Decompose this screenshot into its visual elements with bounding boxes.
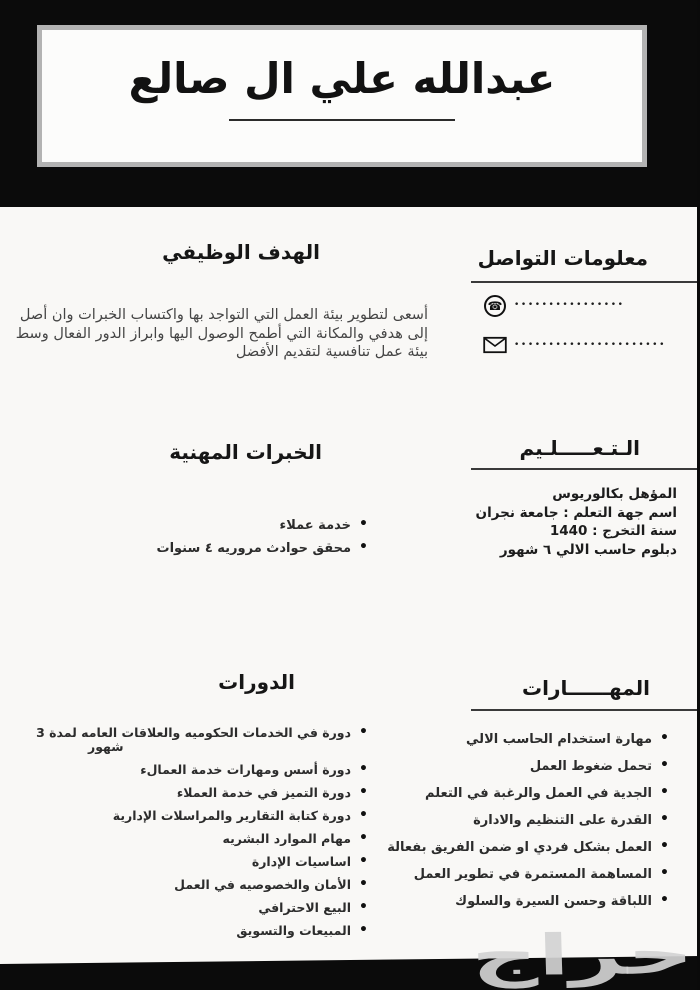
courses-list: [36, 725, 368, 947]
education-line: المؤهل بكالوريوس: [552, 486, 677, 502]
education-details: [476, 485, 677, 559]
experience-item: • خدمة عملاء: [78, 518, 368, 533]
skill-item: • المساهمة المستمرة في تطوير العمل: [409, 867, 669, 882]
skill-item: • اللباقة وحسن السيرة والسلوك: [409, 894, 669, 909]
skills-list: [387, 732, 669, 921]
email-masked: ••••••••••••••••••••••: [514, 340, 666, 350]
course-item-text: دورة التميز في خدمة العملاء: [176, 785, 351, 800]
skills-section-title: المهــــــارات: [522, 676, 650, 700]
education-line: دبلوم حاسب الالي ٦ شهور: [499, 541, 677, 558]
phone-number-masked: ••••••••••••••••: [514, 300, 625, 310]
objective-line: أسعى لتطوير بيئة العمل التي التواجد بها واكتساب الخبرات وان أصل: [19, 307, 428, 323]
course-item-text: اساسيات الإدارة: [251, 854, 351, 869]
course-item: [88, 763, 368, 777]
objective-line: بيئة عمل تنافسية لتقديم الأفضل: [235, 344, 428, 360]
course-item-text: دورة في الخدمات الحكوميه والعلاقات العامه لمدة 3: [36, 725, 351, 740]
name-underline: [229, 119, 455, 121]
course-item: [88, 809, 368, 823]
contact-divider: [471, 281, 700, 283]
name-box: [37, 25, 647, 167]
course-item: [88, 832, 368, 846]
education-section-title: الـتـعـــــلـيم: [519, 436, 640, 460]
course-item-text: مهام الموارد البشريه: [222, 831, 351, 846]
objective-line: إلى هدفي والمكانة التي أطمح الوصول اليها وابراز الدور الفعال وسط: [15, 325, 428, 342]
course-item-text-wrap: شهور: [88, 739, 124, 754]
course-item: [88, 878, 368, 892]
skills-divider: [471, 709, 700, 711]
experience-section-title: الخبرات المهنية: [169, 440, 322, 464]
course-item: [88, 901, 368, 915]
course-item-text: دورة كتابة التقارير والمراسلات الإدارية: [112, 808, 351, 823]
courses-section-title: الدورات: [218, 670, 295, 694]
experience-item: • محقق حوادث مروريه ٤ سنوات: [78, 541, 368, 556]
experience-list: [78, 518, 368, 564]
education-divider: [471, 468, 700, 470]
course-item: [88, 855, 368, 869]
haraj-watermark-logo: حراج: [470, 922, 695, 990]
skill-item: • تحمل ضغوط العمل: [409, 759, 669, 774]
education-line: سنة التخرج : 1440: [549, 523, 677, 539]
course-item: [36, 725, 368, 754]
course-item-text: دورة أسس ومهارات خدمة العمالء: [140, 762, 351, 777]
skill-item: • مهارة استخدام الحاسب الالي: [409, 732, 669, 747]
course-item: [88, 924, 368, 938]
header-band: [0, 0, 700, 207]
email-icon: [483, 336, 507, 354]
phone-icon: ☎: [484, 295, 506, 317]
objective-section-title: الهدف الوظيفي: [162, 240, 320, 264]
skill-item: • القدرة على التنظيم والادارة: [409, 813, 669, 828]
course-item-text: المبيعات والتسويق: [236, 923, 351, 938]
education-line: اسم جهة التعلم : جامعة نجران: [475, 504, 677, 521]
course-item: [88, 786, 368, 800]
person-name: عبدالله علي ال صالع: [128, 54, 556, 103]
course-item-text: البيع الاحترافي: [258, 900, 351, 915]
contact-section-title: معلومات التواصل: [477, 246, 648, 270]
objective-text: [0, 306, 428, 362]
course-item-text: الأمان والخصوصيه في العمل: [174, 877, 351, 892]
skill-item: • الجدية في العمل والرغبة في التعلم: [409, 786, 669, 801]
skill-item: • العمل بشكل فردي او ضمن الفريق بفعالة: [409, 840, 669, 855]
